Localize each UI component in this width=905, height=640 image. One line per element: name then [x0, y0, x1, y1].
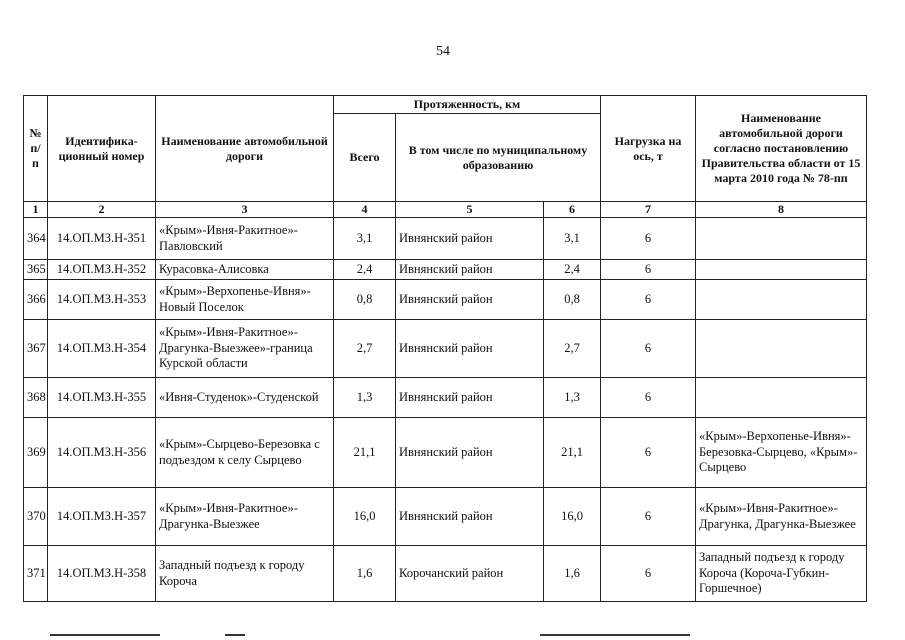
- row-id: 14.ОП.МЗ.Н-355: [48, 378, 156, 418]
- row-official-name: Западный подъезд к городу Короча (Короча-Губкин-Горшечное): [696, 546, 867, 602]
- row-district-km: 2,7: [544, 320, 601, 378]
- row-road-name: «Крым»-Ивня-Ракитное»-Драгунка-Выезжее: [156, 488, 334, 546]
- table-row: [24, 418, 867, 488]
- row-id: 14.ОП.МЗ.Н-351: [48, 218, 156, 260]
- row-official-name: [696, 260, 867, 280]
- row-district: Ивнянский район: [396, 260, 544, 280]
- row-district-km: 0,8: [544, 280, 601, 320]
- table-row: [24, 280, 867, 320]
- header-num: № п/п: [24, 96, 48, 202]
- row-official-name: «Крым»-Верхопенье-Ивня»-Березовка-Сырцево, «Крым»-Сырцево: [696, 418, 867, 488]
- row-axle-load: 6: [601, 280, 696, 320]
- roads-table: [23, 95, 867, 602]
- page-number: 54: [436, 44, 450, 59]
- row-district: Ивнянский район: [396, 280, 544, 320]
- col-number-3: 3: [156, 202, 334, 218]
- header-road-name: Наименование автомобильной дороги: [156, 96, 334, 202]
- row-official-name: [696, 280, 867, 320]
- table-row: [24, 378, 867, 418]
- row-total: 2,4: [334, 260, 396, 280]
- row-id: 14.ОП.МЗ.Н-358: [48, 546, 156, 602]
- footer-divider-right: [540, 634, 690, 636]
- row-num: 368: [24, 378, 48, 418]
- row-axle-load: 6: [601, 488, 696, 546]
- row-district: Ивнянский район: [396, 418, 544, 488]
- row-axle-load: 6: [601, 320, 696, 378]
- row-id: 14.ОП.МЗ.Н-353: [48, 280, 156, 320]
- table-row: [24, 218, 867, 260]
- row-num: 370: [24, 488, 48, 546]
- row-num: 371: [24, 546, 48, 602]
- header-id: Идентифика-ционный номер: [48, 96, 156, 202]
- col-number-8: 8: [696, 202, 867, 218]
- row-road-name: Курасовка-Алисовка: [156, 260, 334, 280]
- row-district: Ивнянский район: [396, 218, 544, 260]
- row-district: Ивнянский район: [396, 320, 544, 378]
- row-axle-load: 6: [601, 260, 696, 280]
- row-total: 2,7: [334, 320, 396, 378]
- footer-divider-center: [225, 634, 245, 636]
- row-axle-load: 6: [601, 418, 696, 488]
- row-official-name: [696, 320, 867, 378]
- row-id: 14.ОП.МЗ.Н-357: [48, 488, 156, 546]
- col-number-4: 4: [334, 202, 396, 218]
- row-total: 3,1: [334, 218, 396, 260]
- row-num: 366: [24, 280, 48, 320]
- row-district-km: 21,1: [544, 418, 601, 488]
- row-official-name: [696, 218, 867, 260]
- row-road-name: Западный подъезд к городу Короча: [156, 546, 334, 602]
- row-district-km: 2,4: [544, 260, 601, 280]
- table-row: [24, 488, 867, 546]
- row-district-km: 1,3: [544, 378, 601, 418]
- col-number-5: 5: [396, 202, 544, 218]
- row-total: 1,3: [334, 378, 396, 418]
- row-district: Ивнянский район: [396, 378, 544, 418]
- row-id: 14.ОП.МЗ.Н-352: [48, 260, 156, 280]
- row-district-km: 1,6: [544, 546, 601, 602]
- table-row: [24, 320, 867, 378]
- row-district-km: 16,0: [544, 488, 601, 546]
- row-id: 14.ОП.МЗ.Н-356: [48, 418, 156, 488]
- row-official-name: «Крым»-Ивня-Ракитное»-Драгунка, Драгунка-Выезжее: [696, 488, 867, 546]
- row-official-name: [696, 378, 867, 418]
- row-district: Корочанский район: [396, 546, 544, 602]
- row-district: Ивнянский район: [396, 488, 544, 546]
- col-number-7: 7: [601, 202, 696, 218]
- row-district-km: 3,1: [544, 218, 601, 260]
- row-axle-load: 6: [601, 378, 696, 418]
- row-total: 21,1: [334, 418, 396, 488]
- footer-divider-left: [50, 634, 160, 636]
- header-axle-load: Нагрузка на ось, т: [601, 96, 696, 202]
- header-municipal: В том числе по муниципальному образованию: [396, 114, 601, 202]
- row-road-name: «Крым»-Верхопенье-Ивня»-Новый Поселок: [156, 280, 334, 320]
- row-road-name: «Крым»-Сырцево-Березовка с подъездом к селу Сырцево: [156, 418, 334, 488]
- header-length-group: Протяженность, км: [334, 96, 601, 114]
- header-official-name: Наименование автомобильной дороги согласно постановлению Правительства области от 15 марта 2010 года № 78-пп: [696, 96, 867, 202]
- table-row: [24, 260, 867, 280]
- row-axle-load: 6: [601, 546, 696, 602]
- row-road-name: «Крым»-Ивня-Ракитное»-Павловский: [156, 218, 334, 260]
- col-number-1: 1: [24, 202, 48, 218]
- table-row: [24, 546, 867, 602]
- row-num: 365: [24, 260, 48, 280]
- row-num: 364: [24, 218, 48, 260]
- col-number-2: 2: [48, 202, 156, 218]
- row-total: 16,0: [334, 488, 396, 546]
- row-road-name: «Крым»-Ивня-Ракитное»-Драгунка-Выезжее»-граница Курской области: [156, 320, 334, 378]
- row-road-name: «Ивня-Студенок»-Студенской: [156, 378, 334, 418]
- col-number-6: 6: [544, 202, 601, 218]
- row-num: 367: [24, 320, 48, 378]
- row-total: 0,8: [334, 280, 396, 320]
- row-num: 369: [24, 418, 48, 488]
- row-axle-load: 6: [601, 218, 696, 260]
- row-id: 14.ОП.МЗ.Н-354: [48, 320, 156, 378]
- row-total: 1,6: [334, 546, 396, 602]
- header-total: Всего: [334, 114, 396, 202]
